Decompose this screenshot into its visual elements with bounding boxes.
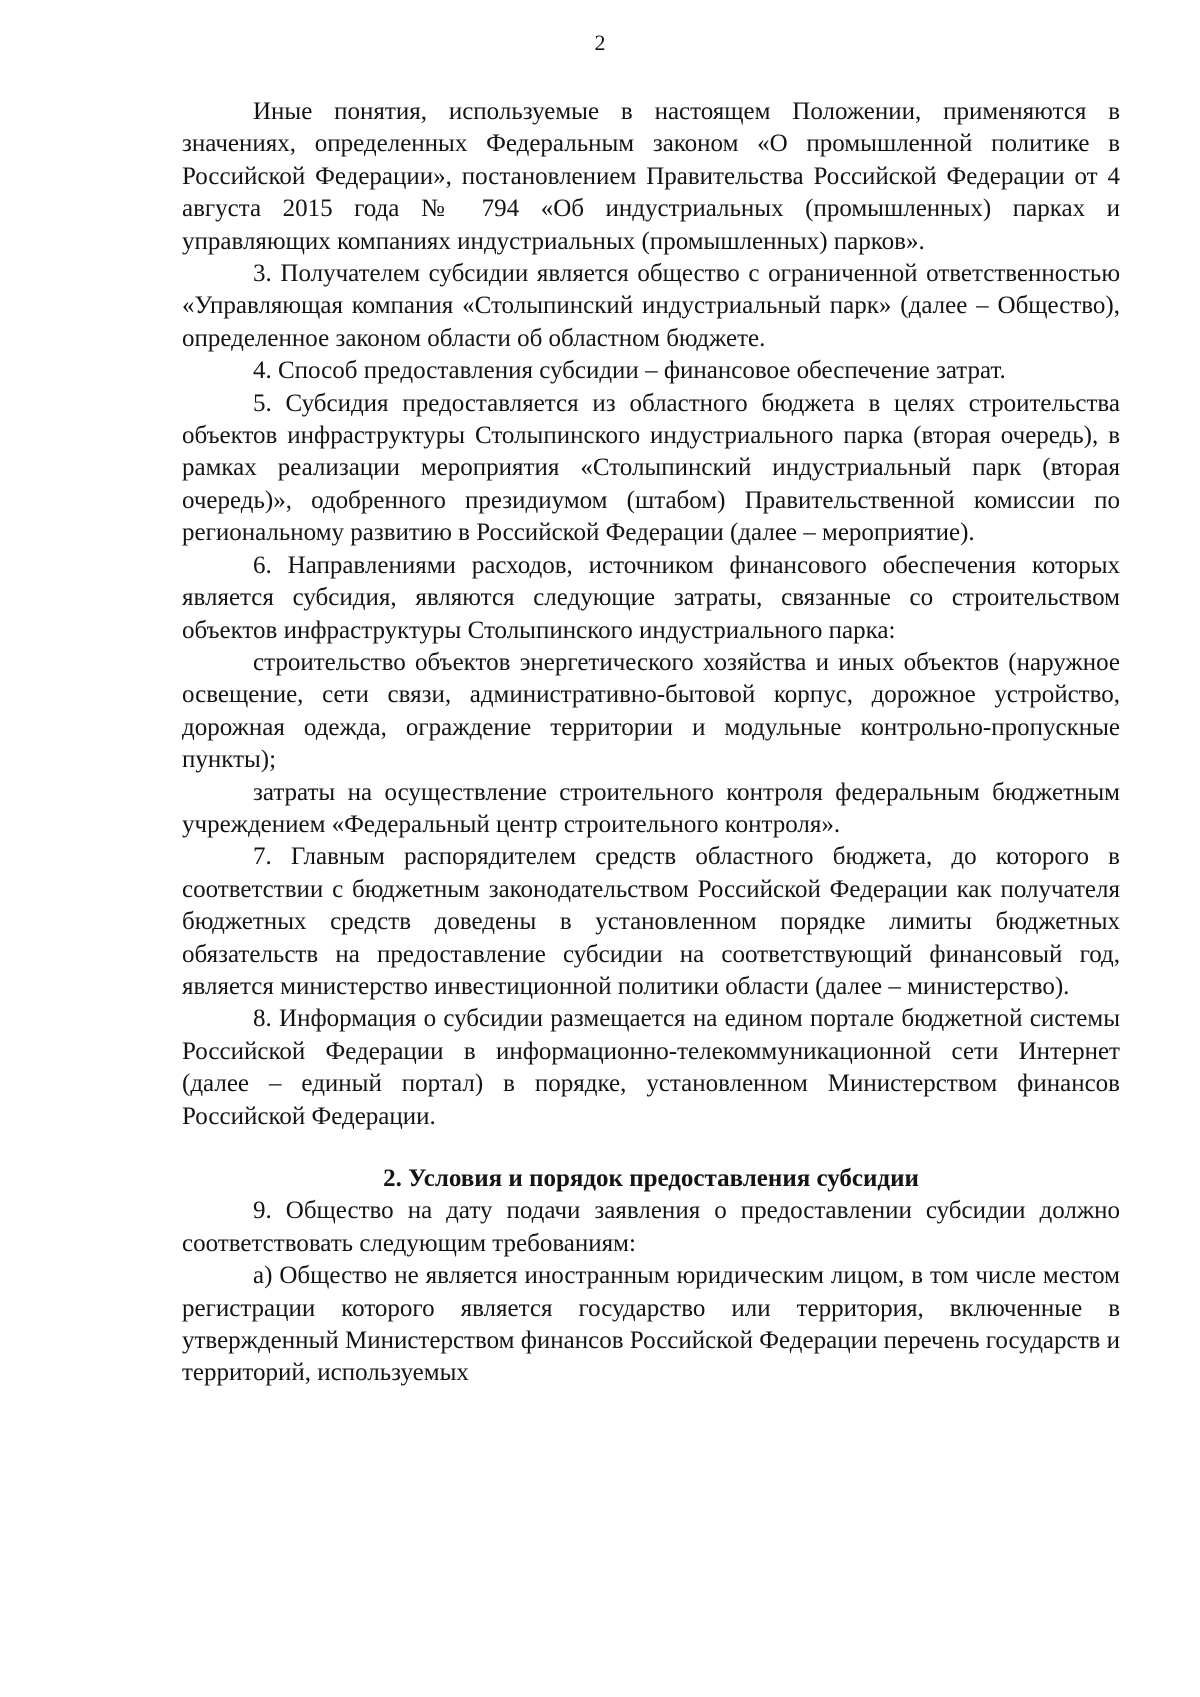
paragraph-6-item-construction: строительство объектов энергетического хозяйства и иных объектов (наружное освещение, сети связи, административно-бытовой корпус, дорожное устройство, дорожная одежда, ограждение территории и модульные контрольно-пропускные пункты); [182, 648, 1120, 774]
page-number: 2 [594, 30, 606, 55]
section-heading: 2. Условия и порядок предоставления субсидии [383, 1165, 919, 1192]
paragraph-8-information: 8. Информация о субсидии размещается на едином портале бюджетной системы Российской Федерации в информационно-телекоммуникационной сети Интернет (далее – единый портал) в порядке, установленном Министерством финансов Российской Федерации. [182, 1005, 1120, 1130]
paragraph-7-administrator: 7. Главным распорядителем средств областного бюджета, до которого в соответствии с бюджетным законодательством Российской Федерации как получателя бюджетных средств доведены в установленном порядке лимиты бюджетных обязательств на предоставление субсидии на соответствующий финансовый год, является министерство инвестиционной политики области (далее – министерство). [182, 843, 1120, 1000]
paragraph-6-expenses: 6. Направлениями расходов, источником финансового обеспечения которых является субсидия, являются следующие затраты, связанные со строительством объектов инфраструктуры Столыпинского индустриального парка: [182, 551, 1120, 644]
paragraph-3-recipient: 3. Получателем субсидии является общество с ограниченной ответственностью «Управляющая компания «Столыпинский индустриальный парк» (далее – Общество), определенное законом области об областном бюджете. [182, 260, 1120, 352]
paragraph-other-concepts: Иные понятия, используемые в настоящем Положении, применяются в значениях, определенных Федеральным законом «О промышленной политике в Российской Федерации», постановлением Правительства Российской Федерации от 4 августа 2015 года № 794 «Об индустриальных (промышленных) парках и управляющих компаниях индустриальных (промышленных) парков». [182, 98, 1120, 255]
paragraph-5-purpose: 5. Субсидия предоставляется из областного бюджета в целях строительства объектов инфраструктуры Столыпинского индустриального парка (вторая очередь), в рамках реализации мероприятия «Столыпинский индустриальный парк (вторая очередь)», одобренного президиумом (штабом) Правительственной комиссии по региональному развитию в Российской Федерации (далее – мероприятие). [182, 389, 1120, 547]
paragraph-4-method: 4. Способ предоставления субсидии – финансовое обеспечение затрат. [253, 357, 1006, 385]
document-body [182, 96, 1120, 1390]
paragraph-6-item-control: затраты на осуществление строительного контроля федеральным бюджетным учреждением «Федеральный центр строительного контроля». [182, 778, 1120, 838]
paragraph-9a-foreign-entity: а) Общество не является иностранным юридическим лицом, в том числе местом регистрации которого является государство или территория, включенные в утвержденный Министерством финансов Российской Федерации перечень государств и территорий, используемых [182, 1262, 1120, 1387]
paragraph-9-requirements: 9. Общество на дату подачи заявления о предоставлении субсидии должно соответствовать следующим требованиям: [182, 1197, 1120, 1257]
